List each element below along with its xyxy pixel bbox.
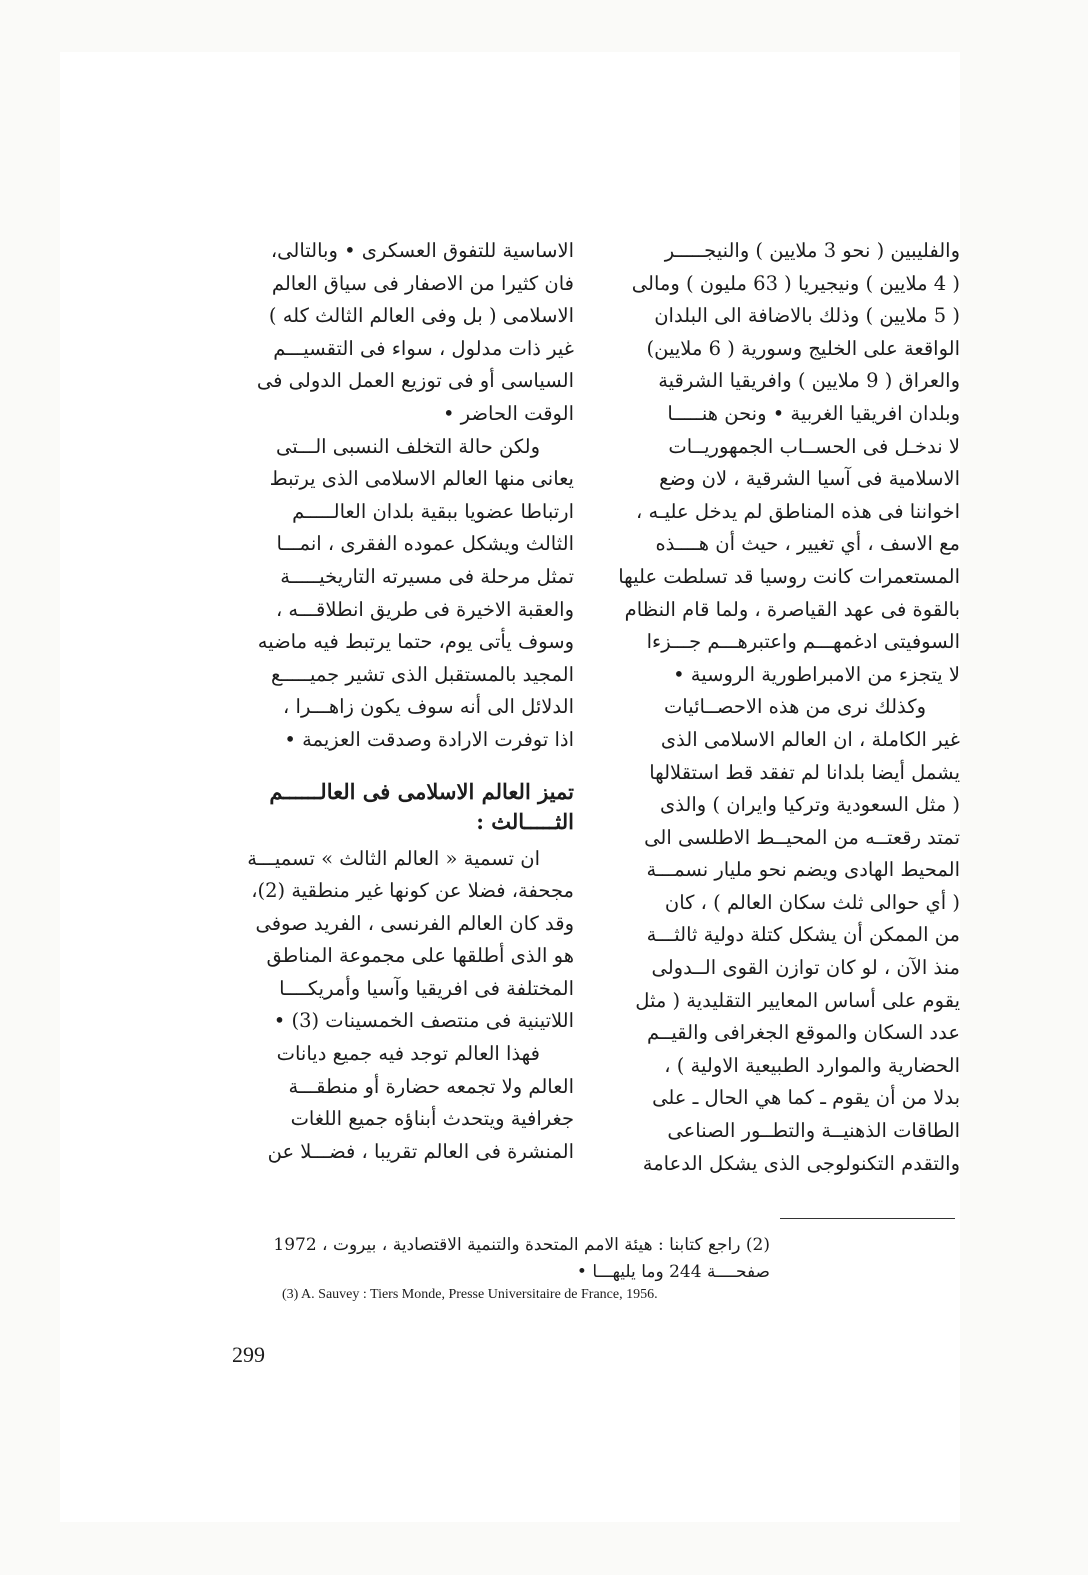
text-line: والتقدم التكنولوجى الذى يشكل الدعامة <box>642 1151 960 1175</box>
text-line: العالم ولا تجمعه حضارة أو منطقـــة <box>288 1074 574 1098</box>
text-line: الحضارية والموارد الطبيعية الاولية ) ، <box>664 1053 960 1077</box>
text-line: ( مثل السعودية وتركيا وايران ) والذى <box>659 793 960 817</box>
text-line: ( أي حوالى ثلث سكان العالم ) ، كان <box>664 890 960 914</box>
text-line: بدلا من أن يقوم ـ كما هي الحال ـ على <box>652 1086 960 1110</box>
text-line: الثالث ويشكل عموده الفقرى ، انمـــا <box>276 532 574 556</box>
heading-line: الثـــــالث : <box>476 808 574 834</box>
left-paragraphs-part2 <box>238 843 574 1169</box>
right-text-column <box>608 235 960 1180</box>
text-line: الواقعة على الخليج وسورية ( 6 ملايين) <box>646 336 960 360</box>
text-line: المختلفة فى افريقيا وآسيا وأمريكــــا <box>279 976 574 1000</box>
text-line: تمتد رقعتــه من المحيــط الاطلسى الى <box>644 825 960 849</box>
footnote-separator <box>780 1218 955 1219</box>
text-line: والفليبين ( نحو 3 ملايين ) والنيجـــــر <box>664 239 960 262</box>
text-line: غير ذات مدلول ، سواء فى التقسيـــم <box>273 336 574 360</box>
text-line: السوفيتى ادغمهـــم واعتبرهـــم جـــزءا <box>646 630 960 654</box>
section-heading <box>238 777 574 837</box>
text-line: غير الكاملة ، ان العالم الاسلامى الذى <box>660 727 960 751</box>
text-line: فان كثيرا من الاصفار فى سياق العالم <box>271 271 574 295</box>
text-line: الطاقات الذهنيــة والتطــور الصناعى <box>667 1119 960 1143</box>
footnote-2 <box>50 1232 770 1286</box>
text-line: ( 5 ملايين ) وذلك بالاضافة الى البلدان <box>654 304 960 328</box>
footnote-3: (3) A. Sauvey : Tiers Monde, Presse Universitaire de France, 1956. <box>282 1287 658 1302</box>
text-line: اذا توفرت الارادة وصدقت العزيمة • <box>284 727 574 751</box>
text-line: الاساسية للتفوق العسكرى • وبالتالى، <box>270 239 574 262</box>
text-line: وسوف يأتى يوم، حتما يرتبط فيه ماضيه <box>257 630 574 654</box>
text-line: السياسى أو فى توزيع العمل الدولى فى <box>256 369 574 393</box>
text-line: بالقوة فى عهد القياصرة ، ولما قام النظام <box>624 597 960 621</box>
text-line: الاسلامية فى آسيا الشرقية ، لان وضع <box>659 467 960 491</box>
text-line: المحيط الهادى ويضم نحو مليار نسمـــة <box>646 858 960 882</box>
heading-line: تميز العالم الاسلامى فى العالــــــم <box>269 778 574 804</box>
footnote-2-line-1: (2) راجع كتابنا : هيئة الامم المتحدة والتنمية الاقتصادية ، بيروت ، 1972 <box>273 1235 770 1255</box>
text-line: تمثل مرحلة فى مسيرته التاريخيـــــة <box>280 564 574 588</box>
text-line: يقوم على أساس المعايير التقليدية ( مثل <box>635 988 960 1012</box>
text-line: ارتباطا عضويا ببقية بلدان العالـــــم <box>292 499 574 523</box>
text-line: جغرافية ويتحدث أبناؤه جميع اللغات <box>290 1107 574 1131</box>
text-line: ان تسمية « العالم الثالث » تسميـــة <box>247 846 540 870</box>
text-line: لا ندخـل فى الحســاب الجمهوريــات <box>668 434 960 458</box>
text-line: والعقبة الاخيرة فى طريق انطلاقـــه ، <box>275 597 574 621</box>
text-line: اخواننا فى هذه المناطق لم يدخل عليـه ، <box>636 499 960 523</box>
text-line: فهذا العالم توجد فيه جميع ديانات <box>276 1042 540 1066</box>
text-line: عدد السكان والموقع الجغرافى والقيــم <box>647 1021 960 1045</box>
text-line: لا يتجزء من الامبراطورية الروسية • <box>673 662 960 686</box>
text-line: وبلدان افريقيا الغربية • ونحن هنـــــا <box>667 401 960 425</box>
text-line: مجحفة، فضلا عن كونها غير منطقية (2)، <box>251 879 574 903</box>
text-line: هو الذى أطلقها على مجموعة المناطق <box>266 944 574 968</box>
text-line: الوقت الحاضر • <box>442 401 574 425</box>
text-line: المجيد بالمستقبل الذى تشير جميـــــع <box>271 662 574 686</box>
footnote-2-line-2: صفحــــة 244 وما يليهـــا • <box>576 1262 770 1282</box>
text-line: اللاتينية فى منتصف الخمسينات (3) • <box>273 1009 574 1033</box>
text-line: يشمل أيضا بلدانا لم تفقد قط استقلالها <box>649 760 960 784</box>
page-number: 299 <box>232 1342 265 1367</box>
text-line: ولكن حالة التخلف النسبى الـــتى <box>275 434 540 458</box>
text-line: من الممكن أن يشكل كتلة دولية ثالثـــة <box>646 923 960 947</box>
page-sheet <box>60 52 960 1522</box>
left-text-column <box>238 235 574 1168</box>
text-line: المستعمرات كانت روسيا قد تسلطت عليها <box>618 564 960 588</box>
left-paragraphs-part1 <box>238 235 574 757</box>
text-line: الدلائل الى أنه سوف يكون زاهـــرا ، <box>283 695 574 719</box>
text-line: الاسلامى ( بل وفى العالم الثالث كله ) <box>268 304 574 328</box>
text-line: يعانى منها العالم الاسلامى الذى يرتبط <box>269 467 574 491</box>
text-line: مع الاسف ، أي تغيير ، حيث أن هــــذه <box>655 532 960 556</box>
text-line: منذ الآن ، لو كان توازن القوى الــدولى <box>651 956 960 980</box>
text-line: والعراق ( 9 ملايين ) وافريقيا الشرقية <box>658 369 960 393</box>
text-line: ( 4 ملايين ) ونيجيريا ( 63 مليون ) ومالى <box>631 271 960 295</box>
text-line: وكذلك نرى من هذه الاحصــائيات <box>663 695 926 719</box>
text-line: وقد كان العالم الفرنسى ، الفريد صوفى <box>255 911 574 935</box>
text-line: المنشرة فى العالم تقريبا ، فضـــلا عن <box>267 1139 574 1163</box>
